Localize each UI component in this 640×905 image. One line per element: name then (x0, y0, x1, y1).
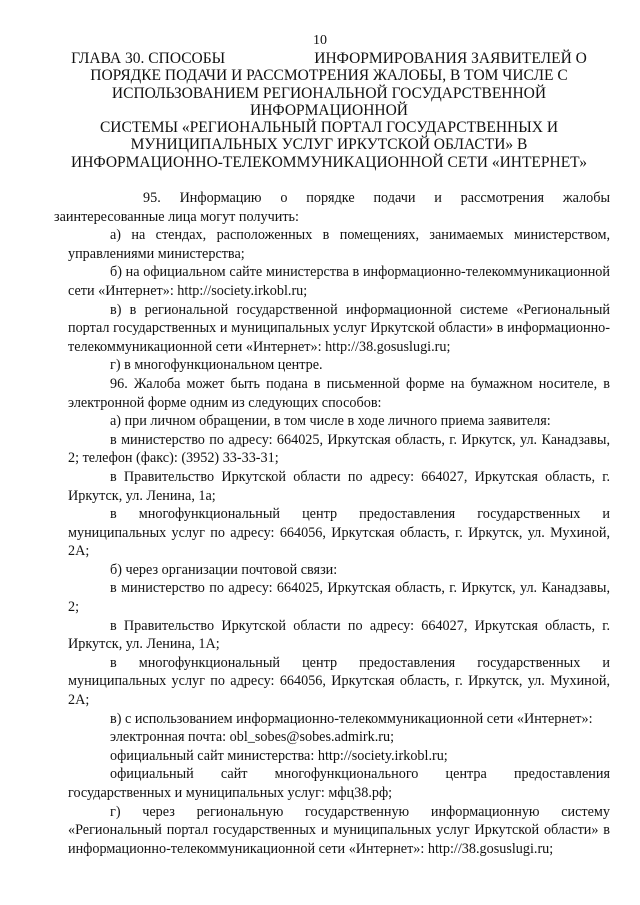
email-line: электронная почта: obl_sobes@sobes.admirk.ru; (110, 729, 395, 746)
heading-line-3: ИСПОЛЬЗОВАНИЕМ РЕГИОНАЛЬНОЙ ГОСУДАРСТВЕННОЙ (111, 84, 547, 102)
paragraph-96: 96. Жалоба может быть подана в письменной форме на бумажном носителе, в электронной форме одним из следующих способов: (68, 375, 610, 411)
ministry-site-line: официальный сайт министерства: http://society.irkobl.ru; (110, 747, 448, 764)
address-ministry-personal: в министерство по адресу: 664025, Иркутская область, г. Иркутск, ул. Канадзавы, 2; телефон (факс): (3952) 33-33-31; (68, 431, 610, 467)
address-government-post: в Правительство Иркутской области по адресу: 664027, Иркутская область, г. Иркутск, ул. Ленина, 1А; (68, 617, 610, 653)
address-ministry-post: в министерство по адресу: 664025, Иркутская область, г. Иркутск, ул. Канадзавы, 2; (68, 580, 610, 616)
chapter-heading (40, 50, 618, 171)
paragraph-95-a: а) на стендах, расположенных в помещениях, занимаемых министерством, управлениями министерства; (68, 227, 610, 262)
heading-line-1: ГЛАВА 30. СПОСОБЫ ИНФОРМИРОВАНИЯ ЗАЯВИТЕЛЕЙ О (71, 50, 587, 67)
paragraph-95-v: в) в региональной государственной информационной системе «Региональный портал государственных и муниципальных услуг Иркутской области» в информационно-телекоммуникационной сети «Интернет»: http://38.gosuslugi.ru; (68, 301, 610, 355)
mfc-site-line: официальный сайт многофункционального центра предоставления государственных и муниципальных услуг: мфц38.рф; (68, 766, 610, 801)
paragraph-96-b: б) через организации почтовой связи: (110, 561, 338, 578)
address-mfc-personal: в многофункциональный центр предоставления государственных и муниципальных услуг по адресу: 664056, Иркутская область, г. Иркутск, ул. Мухиной, 2А; (68, 506, 610, 560)
paragraph-95-b: б) на официальном сайте министерства в информационно-телекоммуникационной сети «Интернет»: http://society.irkobl.ru; (68, 264, 610, 299)
heading-line-7: ИНФОРМАЦИОННО-ТЕЛЕКОММУНИКАЦИОННОЙ СЕТИ «ИНТЕРНЕТ» (71, 153, 587, 171)
paragraph-95-g: г) в многофункциональном центре. (110, 357, 323, 374)
paragraph-95: 95. Информацию о порядке подачи и рассмотрения жалобы заинтересованные лица могут получить: (54, 190, 610, 225)
heading-line-2: ПОРЯДКЕ ПОДАЧИ И РАССМОТРЕНИЯ ЖАЛОБЫ, В ТОМ ЧИСЛЕ С (90, 67, 568, 85)
heading-line-4: ИНФОРМАЦИОННОЙ (250, 101, 408, 119)
paragraph-96-g: г) через региональную государственную информационную систему «Региональный портал государственных и муниципальных услуг Иркутской области» в информационно-телекоммуникационной сети «Интернет»: http://38.gosuslugi.ru; (68, 803, 610, 857)
address-government-personal: в Правительство Иркутской области по адресу: 664027, Иркутская область, г. Иркутск, ул. Ленина, 1а; (68, 468, 610, 504)
document-body (54, 189, 610, 858)
paragraph-96-v: в) с использованием информационно-телекоммуникационной сети «Интернет»: (110, 710, 593, 727)
page-number: 10 (313, 33, 327, 48)
paragraph-96-a: а) при личном обращении, в том числе в ходе личного приема заявителя: (110, 413, 551, 430)
address-mfc-post: в многофункциональный центр предоставления государственных и муниципальных услуг по адресу: 664056, Иркутская область, г. Иркутск, ул. Мухиной, 2А; (68, 654, 610, 709)
heading-line-6: МУНИЦИПАЛЬНЫХ УСЛУГ ИРКУТСКОЙ ОБЛАСТИ» В (130, 136, 528, 154)
heading-line-5: СИСТЕМЫ «РЕГИОНАЛЬНЫЙ ПОРТАЛ ГОСУДАРСТВЕННЫХ И (99, 119, 559, 137)
